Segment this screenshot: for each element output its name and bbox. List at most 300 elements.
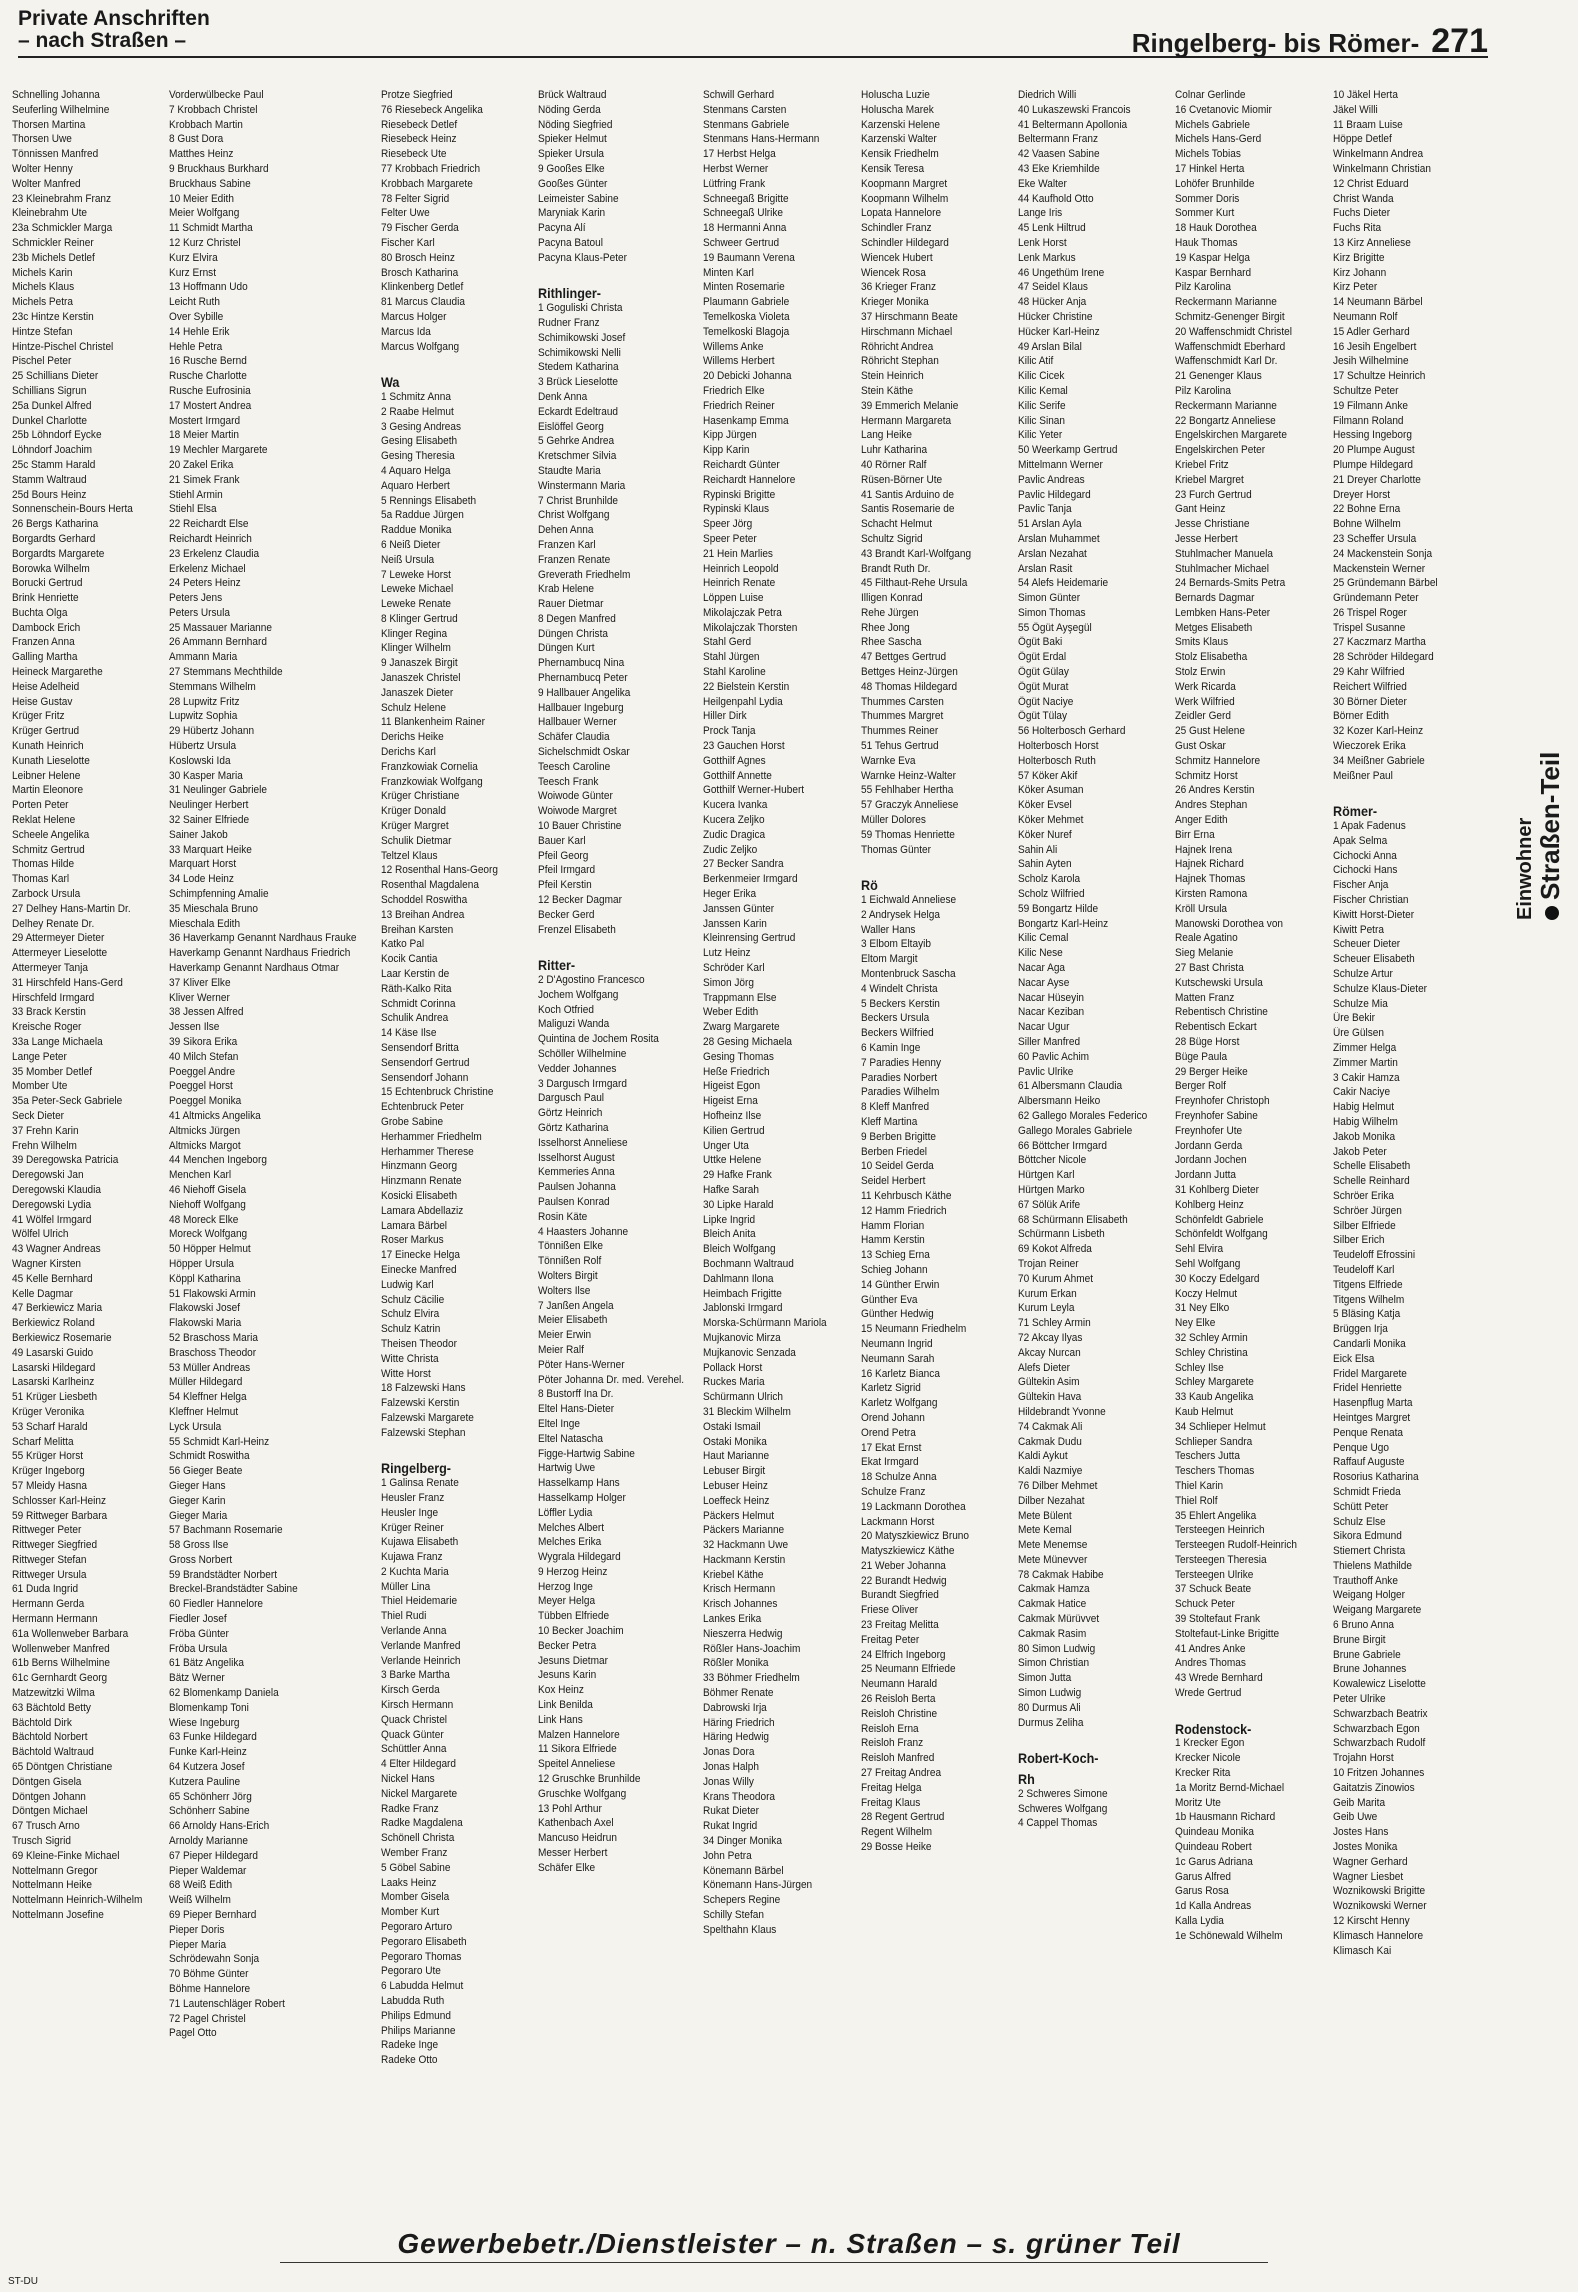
resident-entry: Melches Erika (537, 1536, 602, 1549)
resident-entry: Vorderwülbecke Paul (169, 89, 264, 101)
resident-entry: Teschers Thomas (1175, 1465, 1255, 1478)
resident-entry: 37 Kliver Elke (169, 976, 231, 989)
resident-entry (1333, 783, 1472, 798)
resident-entry: Gross Norbert (169, 1553, 233, 1566)
resident-entry (538, 937, 684, 952)
resident-entry: 60 Pavlic Achim (1017, 1050, 1090, 1063)
resident-entry: Gotthilf Annette (703, 769, 773, 782)
resident-entry: Gieger Maria (169, 1509, 228, 1522)
resident-entry: Paulsen Johanna (537, 1181, 616, 1194)
resident-entry: Bohne Wilhelm (1332, 518, 1401, 531)
resident-entry: Schley Christina (1175, 1346, 1249, 1359)
resident-entry: 12 Gruschke Brunhilde (537, 1773, 641, 1786)
resident-entry: 53 Müller Andreas (169, 1361, 251, 1374)
resident-entry: Krecker Rita (1175, 1767, 1231, 1780)
section-title-line1: Private Anschriften (18, 7, 210, 30)
resident-entry: Krobbach Margarete (380, 177, 473, 190)
resident-entry: 48 Hücker Anja (1017, 296, 1087, 309)
resident-entry: Scholz Wilfried (1017, 888, 1085, 901)
resident-entry: Wiencek Rosa (860, 266, 926, 279)
directory-columns (12, 88, 1487, 2208)
resident-entry: Over Sybille (169, 310, 224, 323)
resident-entry: Speer Jörg (703, 518, 753, 531)
resident-entry: Simon Jutta (1017, 1672, 1072, 1685)
resident-entry: Lankes Erika (703, 1613, 762, 1626)
resident-entry: Krieger Monika (860, 296, 929, 309)
resident-entry: Kelle Dagmar (12, 1287, 74, 1300)
resident-entry: 61 Bätz Angelika (169, 1657, 245, 1670)
resident-entry: Quintina de Jochem Rosita (537, 1033, 659, 1046)
resident-entry: 20 Zakel Erika (169, 458, 234, 471)
resident-entry: Haverkamp Genannt Nardhaus Otmar (169, 962, 340, 975)
resident-entry: Wiencek Hubert (860, 251, 933, 264)
resident-entry: Schäfer Elke (537, 1861, 596, 1874)
resident-entry: Koopmann Margret (860, 177, 947, 190)
resident-entry: Gant Heinz (1175, 503, 1226, 516)
resident-entry: Momber Ute (12, 1080, 68, 1093)
resident-entry: Friedrich Elke (703, 384, 765, 397)
resident-entry: Momber Gisela (380, 1891, 449, 1904)
resident-entry: Reisloh Franz (860, 1737, 923, 1750)
resident-entry: Schröer Erika (1332, 1189, 1394, 1202)
resident-entry: 11 Sikora Elfriede (537, 1743, 617, 1756)
resident-entry: Freynhofer Ute (1175, 1124, 1243, 1137)
resident-entry: Moritz Ute (1175, 1796, 1222, 1809)
resident-entry: 59 Brandstädter Norbert (169, 1568, 278, 1581)
resident-entry: Klimasch Kai (1332, 1944, 1391, 1957)
resident-entry: Wolters Ilse (537, 1284, 591, 1297)
resident-entry: Spieker Ursula (537, 148, 605, 161)
resident-entry: Greverath Friedhelm (537, 568, 631, 581)
resident-entry: Schindler Franz (860, 222, 932, 235)
resident-entry: Penque Renata (1332, 1426, 1403, 1439)
resident-entry: Ögüt Naciye (1017, 695, 1074, 708)
resident-entry: Lasarski Karlheinz (12, 1376, 95, 1389)
resident-entry: Nickel Margarete (380, 1787, 457, 1800)
resident-entry: 12 Kirscht Henny (1332, 1915, 1410, 1928)
bullet-icon (1545, 906, 1559, 920)
resident-entry: Geib Marita (1332, 1796, 1385, 1809)
resident-entry: 12 Becker Dagmar (537, 894, 622, 907)
resident-entry: Lebuser Heinz (703, 1479, 769, 1492)
resident-entry: Deregowski Klaudia (12, 1183, 101, 1196)
resident-entry: Kilic Kemal (1017, 384, 1068, 397)
resident-entry: Dilber Nezahat (1017, 1494, 1085, 1507)
resident-entry: Arslan Nezahat (1017, 547, 1087, 560)
resident-entry: Lasarski Hildegard (12, 1361, 96, 1374)
resident-entry: Cichocki Anna (1332, 849, 1397, 862)
resident-entry: Hasselkamp Holger (537, 1491, 626, 1504)
resident-entry: 43 Wagner Andreas (12, 1243, 101, 1256)
resident-entry: Eltel Hans-Dieter (537, 1403, 615, 1416)
resident-entry: Berkiewicz Rosemarie (12, 1331, 112, 1344)
resident-entry: Krüger Fritz (12, 710, 65, 723)
resident-entry: Orend Petra (860, 1426, 916, 1439)
resident-entry: Krisch Johannes (703, 1598, 778, 1611)
resident-entry: 68 Weiß Edith (169, 1879, 233, 1892)
resident-entry: 69 Kokot Alfreda (1017, 1243, 1092, 1256)
resident-entry: 79 Fischer Gerda (380, 222, 459, 235)
street-range: Ringelberg- bis Römer- (1131, 28, 1420, 58)
resident-entry: Aquaro Herbert (380, 479, 450, 492)
resident-entry: Eltel Natascha (537, 1432, 603, 1445)
resident-entry: Düngen Kurt (537, 642, 595, 655)
resident-entry: Schulz Else (1332, 1515, 1386, 1528)
resident-entry: Uttke Helene (703, 1154, 762, 1167)
resident-entry: Schimpfenning Amalie (169, 888, 269, 901)
resident-entry: Derichs Heike (380, 731, 444, 744)
resident-entry: 9 Hallbauer Angelika (537, 686, 631, 699)
resident-entry: Bleich Anita (703, 1228, 756, 1241)
resident-entry: Holterbosch Ruth (1017, 754, 1096, 767)
resident-entry: Philips Marianne (380, 2024, 456, 2037)
section-tab-line1: Einwohner (1514, 817, 1536, 920)
resident-entry: 1 Galinsa Renate (380, 1477, 459, 1490)
resident-entry: Flakowski Maria (169, 1317, 242, 1330)
resident-entry: Döntgen Johann (12, 1790, 86, 1803)
resident-entry: Franzen Anna (12, 636, 75, 649)
resident-entry: Blomenkamp Toni (169, 1701, 250, 1714)
resident-entry: Peter Ulrike (1332, 1693, 1386, 1706)
resident-entry: Grobe Sabine (380, 1115, 443, 1128)
resident-entry: Thummes Reiner (860, 725, 938, 738)
resident-entry: Schweer Gertrud (703, 236, 780, 249)
resident-entry: Moreck Wolfgang (169, 1228, 248, 1241)
resident-entry: Woznikowski Brigitte (1332, 1885, 1425, 1898)
resident-entry: Wagner Kirsten (12, 1257, 82, 1270)
resident-entry: Wrede Gertrud (1175, 1687, 1242, 1700)
resident-entry: Gültekin Hava (1017, 1391, 1082, 1404)
resident-entry: 57 Mleidy Hasna (12, 1479, 87, 1492)
resident-entry: Rößler Hans-Joachim (703, 1642, 801, 1655)
resident-entry: 21 Simek Frank (169, 473, 240, 486)
resident-entry: Heusler Franz (380, 1491, 444, 1504)
resident-entry: 41 Andres Anke (1175, 1642, 1246, 1655)
resident-entry: 9 Janaszek Birgit (380, 657, 458, 670)
resident-entry: Schulz Helene (380, 701, 446, 714)
resident-entry: 41 Santis Arduino de (860, 488, 954, 501)
resident-entry: Habig Wilhelm (1332, 1115, 1398, 1128)
resident-entry: Jablonski Irmgard (703, 1302, 783, 1315)
resident-entry: Eltom Margit (860, 953, 918, 966)
resident-entry: Fröba Ursula (169, 1642, 228, 1655)
resident-entry: Sehl Elvira (1175, 1243, 1224, 1256)
section-title (18, 8, 210, 52)
resident-entry: Görtz Katharina (537, 1121, 609, 1134)
page-footer (0, 2228, 1578, 2268)
resident-entry: Kreische Roger (12, 1021, 82, 1034)
resident-entry: Krüger Margret (380, 820, 449, 833)
resident-entry: Hamm Florian (860, 1219, 924, 1232)
resident-entry: 1e Schönewald Wilhelm (1175, 1929, 1283, 1942)
resident-entry: Neumann Harald (860, 1678, 937, 1691)
resident-entry: 23b Michels Detlef (12, 251, 95, 264)
resident-entry: Berger Rolf (1175, 1080, 1227, 1093)
resident-entry: Kiwitt Petra (1332, 923, 1384, 936)
resident-entry: Päckers Marianne (703, 1524, 785, 1537)
resident-entry: Matthes Heinz (169, 148, 234, 161)
resident-entry: 80 Simon Ludwig (1017, 1642, 1096, 1655)
resident-entry: Echtenbruck Peter (380, 1101, 464, 1114)
resident-entry: Pavlic Tanja (1017, 503, 1072, 516)
resident-entry: Pavlic Ulrike (1017, 1065, 1074, 1078)
resident-entry: Malzen Hannelore (537, 1728, 620, 1741)
resident-entry: Schulze Klaus-Dieter (1332, 982, 1427, 995)
resident-entry: Berben Friedel (860, 1145, 927, 1158)
resident-entry: 40 Lukaszewski Francois (1017, 103, 1131, 116)
resident-entry: Stein Heinrich (860, 370, 924, 383)
resident-entry: Hajnek Irena (1175, 843, 1233, 856)
resident-entry: Andres Thomas (1175, 1657, 1247, 1670)
resident-entry: Witte Horst (380, 1367, 431, 1380)
resident-entry: Rebentisch Christine (1175, 1006, 1269, 1019)
resident-entry: 81 Marcus Claudia (380, 296, 465, 309)
resident-entry: Könemann Hans-Jürgen (703, 1879, 813, 1892)
resident-entry: Schelle Reinhard (1332, 1175, 1410, 1188)
resident-entry: Karletz Sigrid (860, 1382, 921, 1395)
resident-entry: Jostes Hans (1332, 1826, 1389, 1839)
resident-entry: 51 Krüger Liesbeth (12, 1391, 98, 1404)
resident-entry: Simon Günter (1017, 592, 1081, 605)
resident-entry: Schweres Wolfgang (1017, 1802, 1108, 1815)
resident-entry: 66 Arnoldy Hans-Erich (169, 1820, 270, 1833)
resident-entry: Arnoldy Marianne (169, 1835, 249, 1848)
resident-entry: Labudda Ruth (380, 1995, 444, 2007)
resident-entry: 6 Labudda Helmut (380, 1980, 463, 1993)
resident-entry: Bruckhaus Sabine (169, 177, 252, 190)
resident-entry: Zudic Zeljko (703, 843, 758, 856)
resident-entry: Sahin Ayten (1017, 858, 1072, 871)
resident-entry: Bätz Werner (169, 1672, 226, 1685)
resident-entry: Jäkel Willi (1332, 103, 1378, 116)
resident-entry: 26 Reisloh Berta (860, 1693, 936, 1706)
resident-entry: Arslan Muhammet (1017, 532, 1100, 545)
resident-entry: Raddue Monika (380, 524, 452, 537)
resident-entry (381, 1441, 520, 1456)
resident-entry: 25d Bours Heinz (12, 488, 87, 501)
resident-entry: Kaspar Bernhard (1175, 266, 1252, 279)
resident-entry: Habig Helmut (1332, 1101, 1394, 1114)
resident-entry: Brink Henriette (12, 592, 79, 605)
resident-entry: 30 Kasper Maria (169, 769, 244, 782)
resident-entry: Cakmak Hatice (1017, 1598, 1087, 1611)
resident-entry: Quack Christel (380, 1713, 447, 1726)
resident-entry: Schelle Elisabeth (1332, 1160, 1410, 1173)
resident-entry: Kaldi Aykut (1017, 1450, 1068, 1463)
resident-entry: Pacyna Alí (537, 222, 586, 235)
resident-entry: Marquart Horst (169, 858, 237, 871)
resident-entry: Könemann Bärbel (703, 1864, 784, 1877)
resident-entry: Pieper Waldemar (169, 1864, 247, 1877)
resident-entry: 27 Becker Sandra (703, 858, 784, 871)
resident-entry: 39 Sikora Erika (169, 1036, 238, 1048)
resident-entry: 1c Garus Adriana (1175, 1855, 1254, 1868)
resident-entry: 37 Schuck Beate (1175, 1583, 1252, 1596)
resident-entry: Lackmann Horst (860, 1515, 934, 1528)
directory-column (169, 88, 377, 2208)
resident-entry: Krüger Gertrud (12, 725, 80, 738)
resident-entry: Pöter Hans-Werner (537, 1358, 625, 1371)
resident-entry: Ögüt Gülay (1017, 666, 1069, 679)
resident-entry: Schröder Karl (703, 962, 765, 975)
resident-entry: Brune Birgit (1332, 1633, 1386, 1646)
resident-entry: 13 Kirz Anneliese (1332, 236, 1411, 249)
resident-entry: Deregowski Jan (12, 1169, 84, 1182)
resident-entry: 47 Seidel Klaus (1017, 281, 1088, 294)
resident-entry: 23 Furch Gertrud (1175, 488, 1252, 501)
resident-entry: Berkenmeier Irmgard (703, 873, 798, 886)
resident-entry: 43 Brandt Karl-Wolfgang (860, 547, 971, 560)
resident-entry: 37 Hirschmann Beate (860, 310, 958, 323)
resident-entry: Pacyna Klaus-Peter (537, 251, 627, 264)
resident-entry: Schwarzbach Beatrix (1332, 1707, 1428, 1720)
resident-entry: Pfeil Irmgard (537, 864, 596, 877)
resident-entry: Hintze-Pischel Christel (12, 340, 114, 353)
resident-entry: Rudner Franz (537, 316, 600, 329)
directory-column (861, 88, 1015, 2208)
resident-entry: Hintze Stefan (12, 325, 73, 338)
resident-entry: Müller Hildegard (169, 1376, 243, 1389)
resident-entry: Paulsen Konrad (537, 1195, 610, 1208)
resident-entry: Willems Herbert (703, 355, 775, 368)
resident-entry: 21 Weber Johanna (860, 1559, 946, 1572)
resident-entry: 5 Rennings Elisabeth (380, 494, 476, 507)
resident-entry: Zwarg Margarete (703, 1021, 780, 1034)
resident-entry: 66 Böttcher Irmgard (1017, 1139, 1107, 1152)
resident-entry: Schuck Peter (1175, 1598, 1236, 1611)
resident-entry: Schacht Helmut (860, 518, 932, 531)
resident-entry: Willems Anke (703, 340, 764, 353)
resident-entry: Üre Bekir (1332, 1012, 1375, 1025)
resident-entry: Geib Uwe (1332, 1811, 1377, 1824)
resident-entry: 33 Böhmer Friedhelm (703, 1672, 801, 1685)
resident-entry: 62 Gallego Morales Federico (1017, 1109, 1148, 1122)
resident-entry: 17 Mostert Andrea (169, 399, 252, 412)
resident-entry: Günther Eva (860, 1293, 918, 1306)
resident-entry: 28 Büge Horst (1175, 1036, 1240, 1048)
resident-entry: Zimmer Helga (1332, 1042, 1396, 1054)
resident-entry: Meyer Helga (537, 1595, 596, 1608)
resident-entry: Pagel Otto (169, 2027, 217, 2040)
resident-entry: Theisen Theodor (380, 1337, 457, 1350)
resident-entry: Pfeil Kerstin (537, 879, 592, 892)
resident-entry: Beckers Wilfried (860, 1027, 934, 1040)
resident-entry: Lyck Ursula (169, 1420, 222, 1433)
resident-entry: Löppen Luise (703, 592, 764, 605)
resident-entry: Kilic Nese (1017, 947, 1063, 960)
resident-entry: Stolz Erwin (1175, 666, 1226, 679)
resident-entry: 3 Barke Martha (380, 1669, 450, 1682)
resident-entry: 18 Hauk Dorothea (1175, 222, 1258, 235)
resident-entry: Franzkowiak Cornelia (380, 760, 478, 773)
resident-entry: Bochmann Waltraud (703, 1257, 795, 1270)
resident-entry: Verlande Anna (380, 1625, 447, 1638)
resident-entry: 20 Plumpe August (1332, 444, 1415, 457)
resident-entry: Engelskirchen Peter (1175, 444, 1266, 457)
resident-entry: 3 Dargusch Irmgard (537, 1077, 627, 1090)
resident-entry: Trauthoff Anke (1332, 1574, 1398, 1587)
resident-entry: Falzewski Kerstin (380, 1397, 459, 1410)
resident-entry: 15 Echtenbruck Christine (380, 1086, 494, 1099)
directory-column (12, 88, 166, 2208)
resident-entry: Peters Jens (169, 592, 223, 605)
resident-entry: Schulze Franz (860, 1485, 926, 1498)
resident-entry: 38 Jessen Alfred (169, 1006, 244, 1019)
resident-entry: 1a Moritz Bernd-Michael (1175, 1781, 1285, 1794)
resident-entry: Leweke Michael (380, 583, 453, 596)
resident-entry: Gültekin Asim (1017, 1376, 1080, 1389)
resident-entry: Bettges Heinz-Jürgen (860, 666, 958, 679)
resident-entry: 9 Bruckhaus Burkhard (169, 162, 269, 175)
resident-entry: 5 Beckers Kerstin (860, 997, 940, 1010)
resident-entry: Michels Klaus (12, 281, 75, 294)
resident-entry: Thiel Heidemarie (380, 1595, 457, 1608)
resident-entry: Hackmann Kerstin (703, 1553, 786, 1566)
resident-entry: Radke Magdalena (380, 1817, 463, 1830)
resident-entry: Tersteegen Ulrike (1175, 1568, 1254, 1581)
resident-entry: Reckermann Marianne (1175, 296, 1278, 309)
resident-entry: Colnar Gerlinde (1175, 89, 1246, 101)
resident-entry: Reichert Wilfried (1332, 680, 1407, 693)
resident-entry: 36 Krieger Franz (860, 281, 936, 294)
resident-entry: Gesing Thomas (703, 1050, 775, 1063)
resident-entry: 61b Berns Wilhelmine (12, 1657, 110, 1670)
resident-entry: Gallego Morales Gabriele (1017, 1124, 1133, 1137)
resident-entry: Protze Siegfried (380, 89, 453, 101)
resident-entry: Wygrala Hildegard (537, 1551, 621, 1564)
resident-entry: 65 Schönherr Jörg (169, 1790, 253, 1803)
resident-entry: 25b Löhndorf Eycke (12, 429, 102, 442)
resident-entry: Krab Helene (537, 583, 594, 596)
resident-entry: Brüggen Irja (1332, 1323, 1388, 1336)
resident-entry: Ludwig Karl (380, 1278, 434, 1291)
resident-entry: Stedem Katharina (537, 361, 619, 374)
resident-entry: Schürmann Ulrich (703, 1391, 784, 1404)
resident-entry: Nacar Hüseyin (1017, 991, 1085, 1004)
resident-entry: Fischer Anja (1332, 879, 1389, 892)
resident-entry: 14 Hehle Erik (169, 325, 230, 338)
resident-entry: Felter Uwe (380, 207, 430, 220)
resident-entry: Nieszerra Hedwig (703, 1627, 783, 1640)
resident-entry: Heimbach Frigitte (703, 1287, 783, 1300)
resident-entry: Hinzmann Georg (380, 1160, 457, 1173)
resident-entry: Holuscha Marek (860, 103, 934, 116)
resident-entry: Reisloh Erna (860, 1722, 919, 1735)
resident-entry: Jonas Halph (703, 1761, 760, 1774)
resident-entry: 44 Menchen Ingeborg (169, 1154, 268, 1167)
directory-column (1018, 88, 1172, 2208)
resident-entry: 17 Schultze Heinrich (1332, 370, 1425, 383)
resident-entry: Matten Franz (1175, 991, 1235, 1004)
resident-entry: 1 Goguliski Christa (537, 302, 623, 315)
resident-entry: Kurum Erkan (1017, 1287, 1077, 1300)
resident-entry: Jordann Jochen (1175, 1154, 1247, 1167)
resident-entry: Gruschke Wolfgang (537, 1787, 627, 1800)
resident-entry: 43 Wrede Bernhard (1175, 1672, 1263, 1685)
resident-entry: Gaitatzis Zinowios (1332, 1781, 1415, 1794)
resident-entry: Deregowski Lydia (12, 1198, 92, 1211)
resident-entry: Börner Edith (1332, 710, 1389, 723)
resident-entry: Neulinger Herbert (169, 799, 249, 812)
resident-entry: Albersmann Heiko (1017, 1095, 1101, 1108)
resident-entry: Mujkanovic Mirza (703, 1331, 782, 1344)
resident-entry: 11 Schmidt Martha (169, 222, 254, 235)
resident-entry: 23 Scheffer Ursula (1332, 532, 1416, 545)
resident-entry: Silber Erich (1332, 1234, 1385, 1247)
resident-entry: Poeggel Monika (169, 1095, 242, 1108)
resident-entry: 23 Gauchen Horst (703, 740, 786, 753)
resident-entry: Janaszek Christel (380, 672, 461, 685)
